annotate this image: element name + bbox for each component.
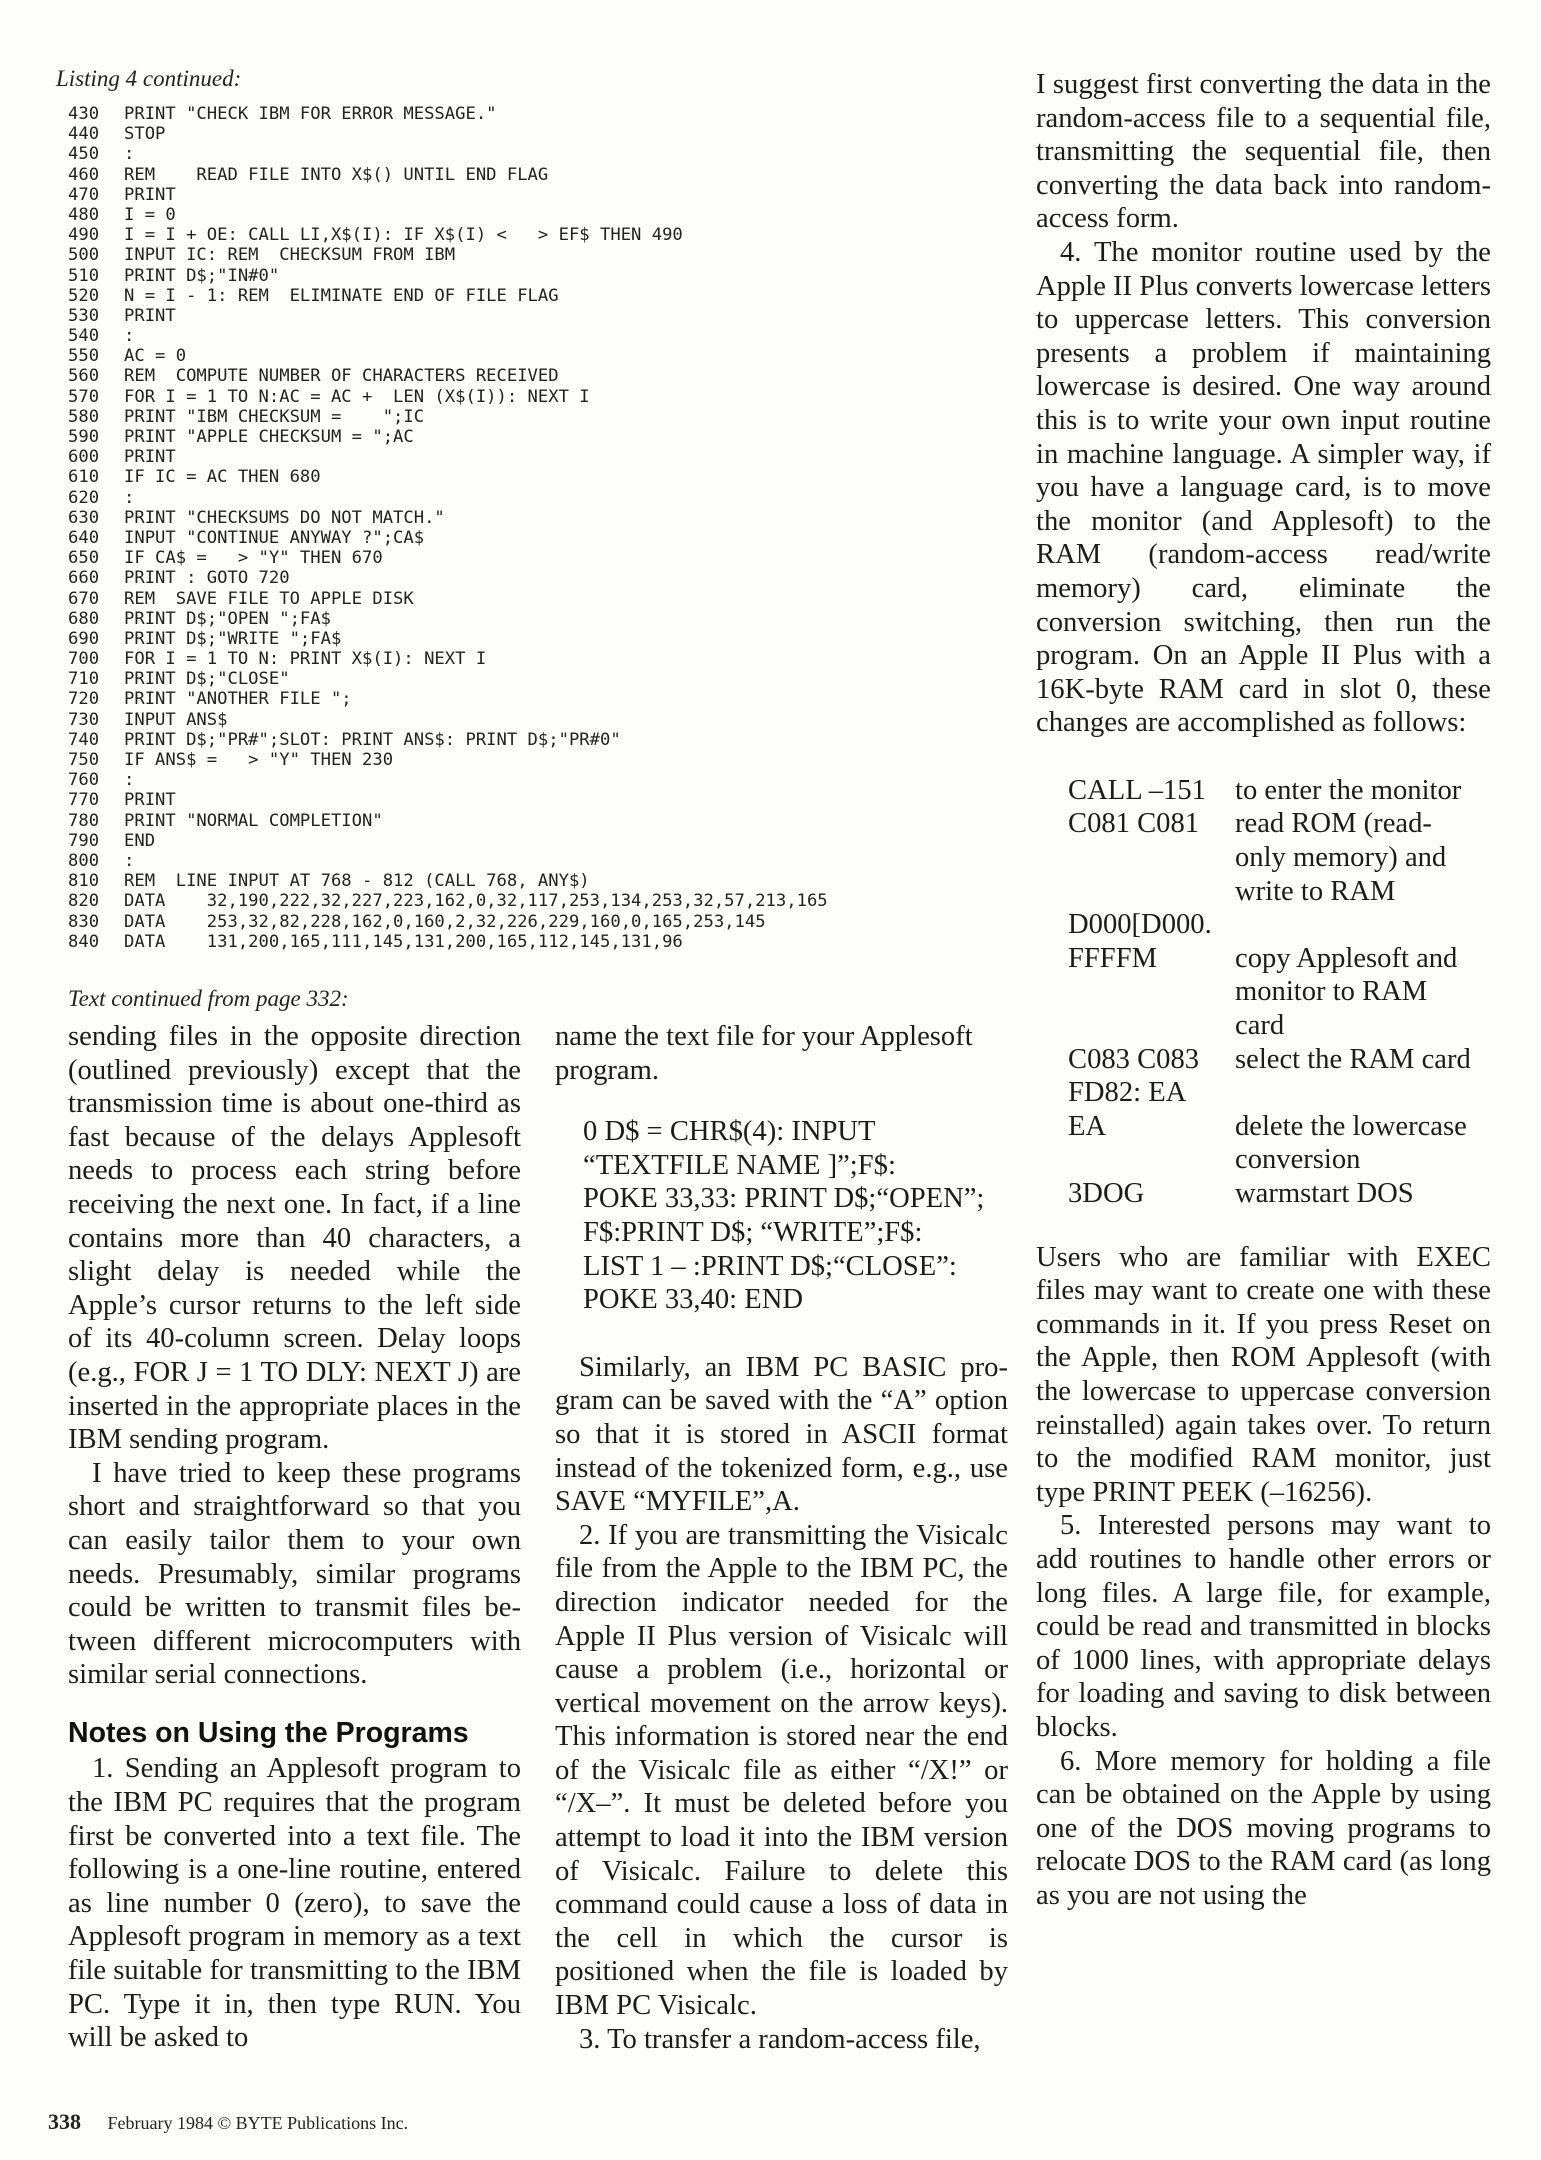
line-number: 590 xyxy=(68,427,100,447)
code-text: INPUT "CONTINUE ANYWAY ?";CA$ xyxy=(124,527,425,548)
line-number: 690 xyxy=(68,628,100,649)
code-line xyxy=(68,124,1048,144)
line-number: 470 xyxy=(68,184,100,205)
right-paragraph-3: Users who are familiar with EXEC files may want to create one with these commands in it. If you press Reset on the Apple, then ROM Applesoft (with the lowercase to uppercase conversion reinstalled) again takes over. To return to the modified RAM monitor, just type PRINT PEEK (–16256). xyxy=(1036,1241,1491,1508)
command-row xyxy=(1068,908,1480,942)
code-line xyxy=(68,488,1048,508)
line-number: 500 xyxy=(68,245,100,266)
command-code: 3DOG xyxy=(1068,1178,1145,1209)
code-text: PRINT "NORMAL COMPLETION" xyxy=(124,810,383,831)
line-number: 520 xyxy=(68,285,100,306)
code-line xyxy=(68,104,1048,124)
code-line xyxy=(68,750,1048,770)
code-text: AC = 0 xyxy=(124,346,187,367)
line-number: 760 xyxy=(68,770,100,791)
code-line xyxy=(68,568,1048,588)
code-text: PRINT "CHECKSUMS DO NOT MATCH." xyxy=(124,507,445,528)
command-description: select the RAM card xyxy=(1235,1043,1471,1075)
code-line xyxy=(68,326,1048,346)
command-code: D000[D000. xyxy=(1068,909,1212,941)
left-column xyxy=(68,1020,521,2055)
command-description: warmstart DOS xyxy=(1235,1178,1414,1209)
code-text: : xyxy=(124,850,135,871)
command-row xyxy=(1068,1076,1480,1110)
code-text: : xyxy=(124,326,135,347)
code-line xyxy=(68,689,1048,709)
middle-paragraph-3: 2. If you are transmitting the Visicalc file from the Apple to the IBM PC, the direction indicator needed for the Apple II Plus version of Visicalc will cause a problem (i.e., horizontal or vertical movement on the arrow keys). This information is stored near the end of the Visicalc file as either “/X!” or “/X–”. It must be deleted before you attempt to load it into the IBM version of Visicalc. Failure to delete this command could cause a loss of data in the cell in which the cursor is positioned when the file is loaded by IBM PC Visicalc. xyxy=(555,1519,1008,2022)
code-text: IF CA$ = > "Y" THEN 670 xyxy=(124,548,383,569)
command-description xyxy=(1235,908,1480,942)
line-number: 480 xyxy=(68,204,100,225)
code-text: INPUT ANS$ xyxy=(124,709,228,730)
basic-line: F$:PRINT D$; “WRITE”;F$: xyxy=(583,1216,923,1248)
code-text: : xyxy=(124,770,135,791)
line-number: 730 xyxy=(68,709,100,730)
code-text: PRINT "ANOTHER FILE "; xyxy=(124,689,352,710)
right-paragraph-2: 4. The monitor routine used by the Apple II Plus converts lowercase letters to uppercase letters. This conversion presents a problem if maintaining lowercase is desired. One way around this is to write your own input routine in machine language. A simpler way, if you have a language card, is to move the monitor (and Applesoft) to the RAM (random-access read/write memory) card, eliminate the conversion switching, then run the program. On an Apple II Plus with a 16K-byte RAM card in slot 0, these changes are accomplished as follows: xyxy=(1036,236,1491,739)
command-description xyxy=(1235,1076,1480,1110)
code-line xyxy=(68,790,1048,810)
code-line xyxy=(68,629,1048,649)
left-paragraph-3: 1. Sending an Applesoft program to the IBM PC requires that the program first be converted into a text file. The following is a one-line routine, entered as line number 0 (zero), to save the Applesoft program in memory as a text file suitable for transmitting to the IBM PC. Type it in, then type RUN. You will be asked to xyxy=(68,1753,521,2054)
code-line xyxy=(68,831,1048,851)
line-number: 790 xyxy=(68,830,100,851)
code-text: PRINT D$;"IN#0" xyxy=(124,265,280,286)
basic-line: 0 D$ = CHR$(4): INPUT xyxy=(583,1116,876,1148)
code-line xyxy=(68,346,1048,366)
code-text: PRINT "IBM CHECKSUM = ";IC xyxy=(124,406,425,427)
code-line xyxy=(68,427,1048,447)
code-line xyxy=(68,730,1048,750)
code-line xyxy=(68,548,1048,568)
middle-column xyxy=(555,1020,1008,2056)
code-line xyxy=(68,245,1048,265)
line-number: 600 xyxy=(68,447,100,468)
command-code: CALL –151 xyxy=(1068,774,1206,806)
middle-paragraph-1: name the text file for your Applesoft program. xyxy=(555,1021,973,1086)
code-line xyxy=(68,932,1048,952)
command-code: FFFFM xyxy=(1068,942,1158,974)
line-number: 580 xyxy=(68,406,100,427)
code-line xyxy=(68,528,1048,548)
code-line xyxy=(68,508,1048,528)
line-number: 840 xyxy=(68,931,100,952)
command-description: read ROM (read-only memory) and write to RAM xyxy=(1235,808,1447,907)
code-text: REM SAVE FILE TO APPLE DISK xyxy=(124,588,414,609)
code-line xyxy=(68,649,1048,669)
code-line xyxy=(68,609,1048,629)
page-footer xyxy=(48,2109,408,2135)
code-line xyxy=(68,912,1048,932)
code-line xyxy=(68,306,1048,326)
line-number: 430 xyxy=(68,104,100,124)
code-text: PRINT D$;"CLOSE" xyxy=(124,669,290,690)
basic-line: POKE 33,33: PRINT D$;“OPEN”; xyxy=(583,1183,985,1215)
middle-paragraph-2: Similarly, an IBM PC BASIC program can be saved with the “A” option so that it is stored in ASCII format instead of the tokenized form, e.g., use SAVE “MYFILE”,A. xyxy=(555,1351,1008,1518)
code-listing xyxy=(68,104,1048,952)
code-line xyxy=(68,165,1048,185)
command-description: delete the lowercase conversion xyxy=(1235,1110,1467,1176)
code-text: PRINT : GOTO 720 xyxy=(124,568,290,589)
line-number: 560 xyxy=(68,366,100,387)
code-text: IF ANS$ = > "Y" THEN 230 xyxy=(124,750,394,770)
line-number: 800 xyxy=(68,850,100,871)
code-line xyxy=(68,710,1048,730)
code-line xyxy=(68,205,1048,225)
code-text: PRINT D$;"OPEN ";FA$ xyxy=(124,608,331,629)
code-line xyxy=(68,266,1048,286)
command-row xyxy=(1068,807,1480,908)
page-number: 338 xyxy=(48,2109,81,2134)
middle-paragraph-4: 3. To transfer a random-access file, xyxy=(579,2023,981,2055)
code-text: : xyxy=(124,144,135,165)
code-text: I = 0 xyxy=(124,204,176,225)
line-number: 450 xyxy=(68,144,100,165)
line-number: 720 xyxy=(68,689,100,710)
code-text: N = I - 1: REM ELIMINATE END OF FILE FLAG xyxy=(124,285,559,306)
code-line xyxy=(68,851,1048,871)
code-text: FOR I = 1 TO N: PRINT X$(I): NEXT I xyxy=(124,649,487,670)
basic-line: “TEXTFILE NAME ]”;F$: xyxy=(583,1149,896,1181)
line-number: 700 xyxy=(68,649,100,670)
line-number: 780 xyxy=(68,810,100,831)
section-heading: Notes on Using the Programs xyxy=(68,1716,469,1749)
left-paragraph-1: sending files in the opposite direction (outlined previously) except that the transmission time is about one-third as fast because of the delays Applesoft needs to process each string before receiving the next one. In fact, if a line contains more than 40 characters, a slight delay is needed while the Apple’s cursor returns to the left side of its 40-column screen. Delay loops (e.g., FOR J = 1 TO DLY: NEXT J) are inserted in the appropriate places in the IBM sending program. xyxy=(68,1021,521,1456)
basic-line: POKE 33,40: END xyxy=(583,1284,804,1316)
right-paragraph-4: 5. Interested persons may want to add routines to handle other errors or long files. A large file, for example, could be read and transmitted in blocks of 1000 lines, with appropriate delays for loading and saving to disk between blocks. xyxy=(1036,1510,1491,1743)
code-text: PRINT xyxy=(124,184,176,205)
line-number: 540 xyxy=(68,326,100,347)
line-number: 740 xyxy=(68,729,100,750)
code-text: INPUT IC: REM CHECKSUM FROM IBM xyxy=(124,245,456,266)
code-text: REM READ FILE INTO X$() UNTIL END FLAG xyxy=(124,164,549,185)
code-text: REM COMPUTE NUMBER OF CHARACTERS RECEIVED xyxy=(124,366,559,387)
line-number: 710 xyxy=(68,669,100,690)
line-number: 570 xyxy=(68,386,100,407)
command-code: C081 C081 xyxy=(1068,808,1200,840)
command-row xyxy=(1068,1177,1480,1211)
line-number: 440 xyxy=(68,124,100,145)
code-line xyxy=(68,225,1048,245)
line-number: 820 xyxy=(68,891,100,912)
command-row xyxy=(1068,774,1480,808)
code-text: : xyxy=(124,487,135,508)
line-number: 640 xyxy=(68,527,100,548)
code-line xyxy=(68,770,1048,790)
line-number: 660 xyxy=(68,568,100,589)
line-number: 810 xyxy=(68,871,100,892)
code-line xyxy=(68,447,1048,467)
line-number: 830 xyxy=(68,911,100,932)
code-text: I = I + OE: CALL LI,X$(I): IF X$(I) < > EF$ THEN 490 xyxy=(124,225,683,246)
code-text: END xyxy=(124,830,156,851)
code-text: FOR I = 1 TO N:AC = AC + LEN (X$(I)): NEXT I xyxy=(124,386,590,407)
code-text: PRINT D$;"WRITE ";FA$ xyxy=(124,628,342,649)
code-line xyxy=(68,407,1048,427)
left-paragraph-2: I have tried to keep these programs short and straightforward so that you can easily tailor them to your own needs. Presumably, similar programs could be written to transmit files between different microcomputers with similar serial connections. xyxy=(68,1457,521,1691)
command-code: EA xyxy=(1068,1110,1107,1142)
command-code: FD82: EA xyxy=(1068,1077,1187,1109)
code-text: DATA 32,190,222,32,227,223,162,0,32,117,253,134,253,32,57,213,165 xyxy=(124,891,828,912)
command-row xyxy=(1068,1110,1480,1177)
line-number: 530 xyxy=(68,305,100,326)
line-number: 650 xyxy=(68,548,100,569)
code-text: STOP xyxy=(124,124,166,145)
line-number: 510 xyxy=(68,265,100,286)
line-number: 550 xyxy=(68,346,100,367)
right-paragraph-5: 6. More memory for holding a file can be obtained on the Apple by using one of the DOS moving programs to relocate DOS to the RAM card (as long as you are not using the xyxy=(1036,1745,1491,1911)
code-line xyxy=(68,387,1048,407)
code-line xyxy=(68,366,1048,386)
monitor-commands-table xyxy=(1068,774,1480,1211)
code-text: PRINT "APPLE CHECKSUM = ";AC xyxy=(124,427,414,447)
code-text: PRINT xyxy=(124,447,176,468)
line-number: 750 xyxy=(68,750,100,770)
command-description: to enter the monitor xyxy=(1235,774,1462,806)
code-text: PRINT xyxy=(124,790,176,811)
line-number: 630 xyxy=(68,507,100,528)
code-text: PRINT "CHECK IBM FOR ERROR MESSAGE." xyxy=(124,104,497,124)
code-text: DATA 253,32,82,228,162,0,160,2,32,226,229,160,0,165,253,145 xyxy=(124,911,766,932)
line-number: 460 xyxy=(68,164,100,185)
line-number: 490 xyxy=(68,225,100,246)
code-line xyxy=(68,811,1048,831)
continued-caption: Text continued from page 332: xyxy=(68,986,349,1011)
code-text: PRINT xyxy=(124,305,176,326)
right-column xyxy=(1036,68,1491,1912)
code-text: PRINT D$;"PR#";SLOT: PRINT ANS$: PRINT D$;"PR#0" xyxy=(124,729,621,750)
code-line xyxy=(68,185,1048,205)
listing-caption: Listing 4 continued: xyxy=(56,66,242,91)
code-line xyxy=(68,891,1048,911)
code-line xyxy=(68,144,1048,164)
code-line xyxy=(68,286,1048,306)
command-row xyxy=(1068,1043,1480,1077)
command-row xyxy=(1068,942,1480,1043)
right-paragraph-1: I suggest first converting the data in the random-access file to a sequential file, transmitting the sequential file, then converting the data back into random-access form. xyxy=(1036,69,1491,235)
code-text: IF IC = AC THEN 680 xyxy=(124,467,321,488)
basic-routine xyxy=(583,1115,1008,1317)
code-line xyxy=(68,871,1048,891)
code-line xyxy=(68,589,1048,609)
command-description: copy Applesoft and monitor to RAM card xyxy=(1235,942,1458,1042)
code-line xyxy=(68,669,1048,689)
command-code: C083 C083 xyxy=(1068,1043,1200,1075)
line-number: 680 xyxy=(68,608,100,629)
code-text: DATA 131,200,165,111,145,131,200,165,112,145,131,96 xyxy=(124,931,683,952)
code-line xyxy=(68,467,1048,487)
line-number: 770 xyxy=(68,790,100,811)
code-text: REM LINE INPUT AT 768 - 812 (CALL 768, ANY$) xyxy=(124,871,590,892)
basic-line: LIST 1 – :PRINT D$;“CLOSE”: xyxy=(583,1250,957,1282)
footer-credit: February 1984 © BYTE Publications Inc. xyxy=(107,2113,409,2133)
line-number: 620 xyxy=(68,487,100,508)
line-number: 610 xyxy=(68,467,100,488)
line-number: 670 xyxy=(68,588,100,609)
